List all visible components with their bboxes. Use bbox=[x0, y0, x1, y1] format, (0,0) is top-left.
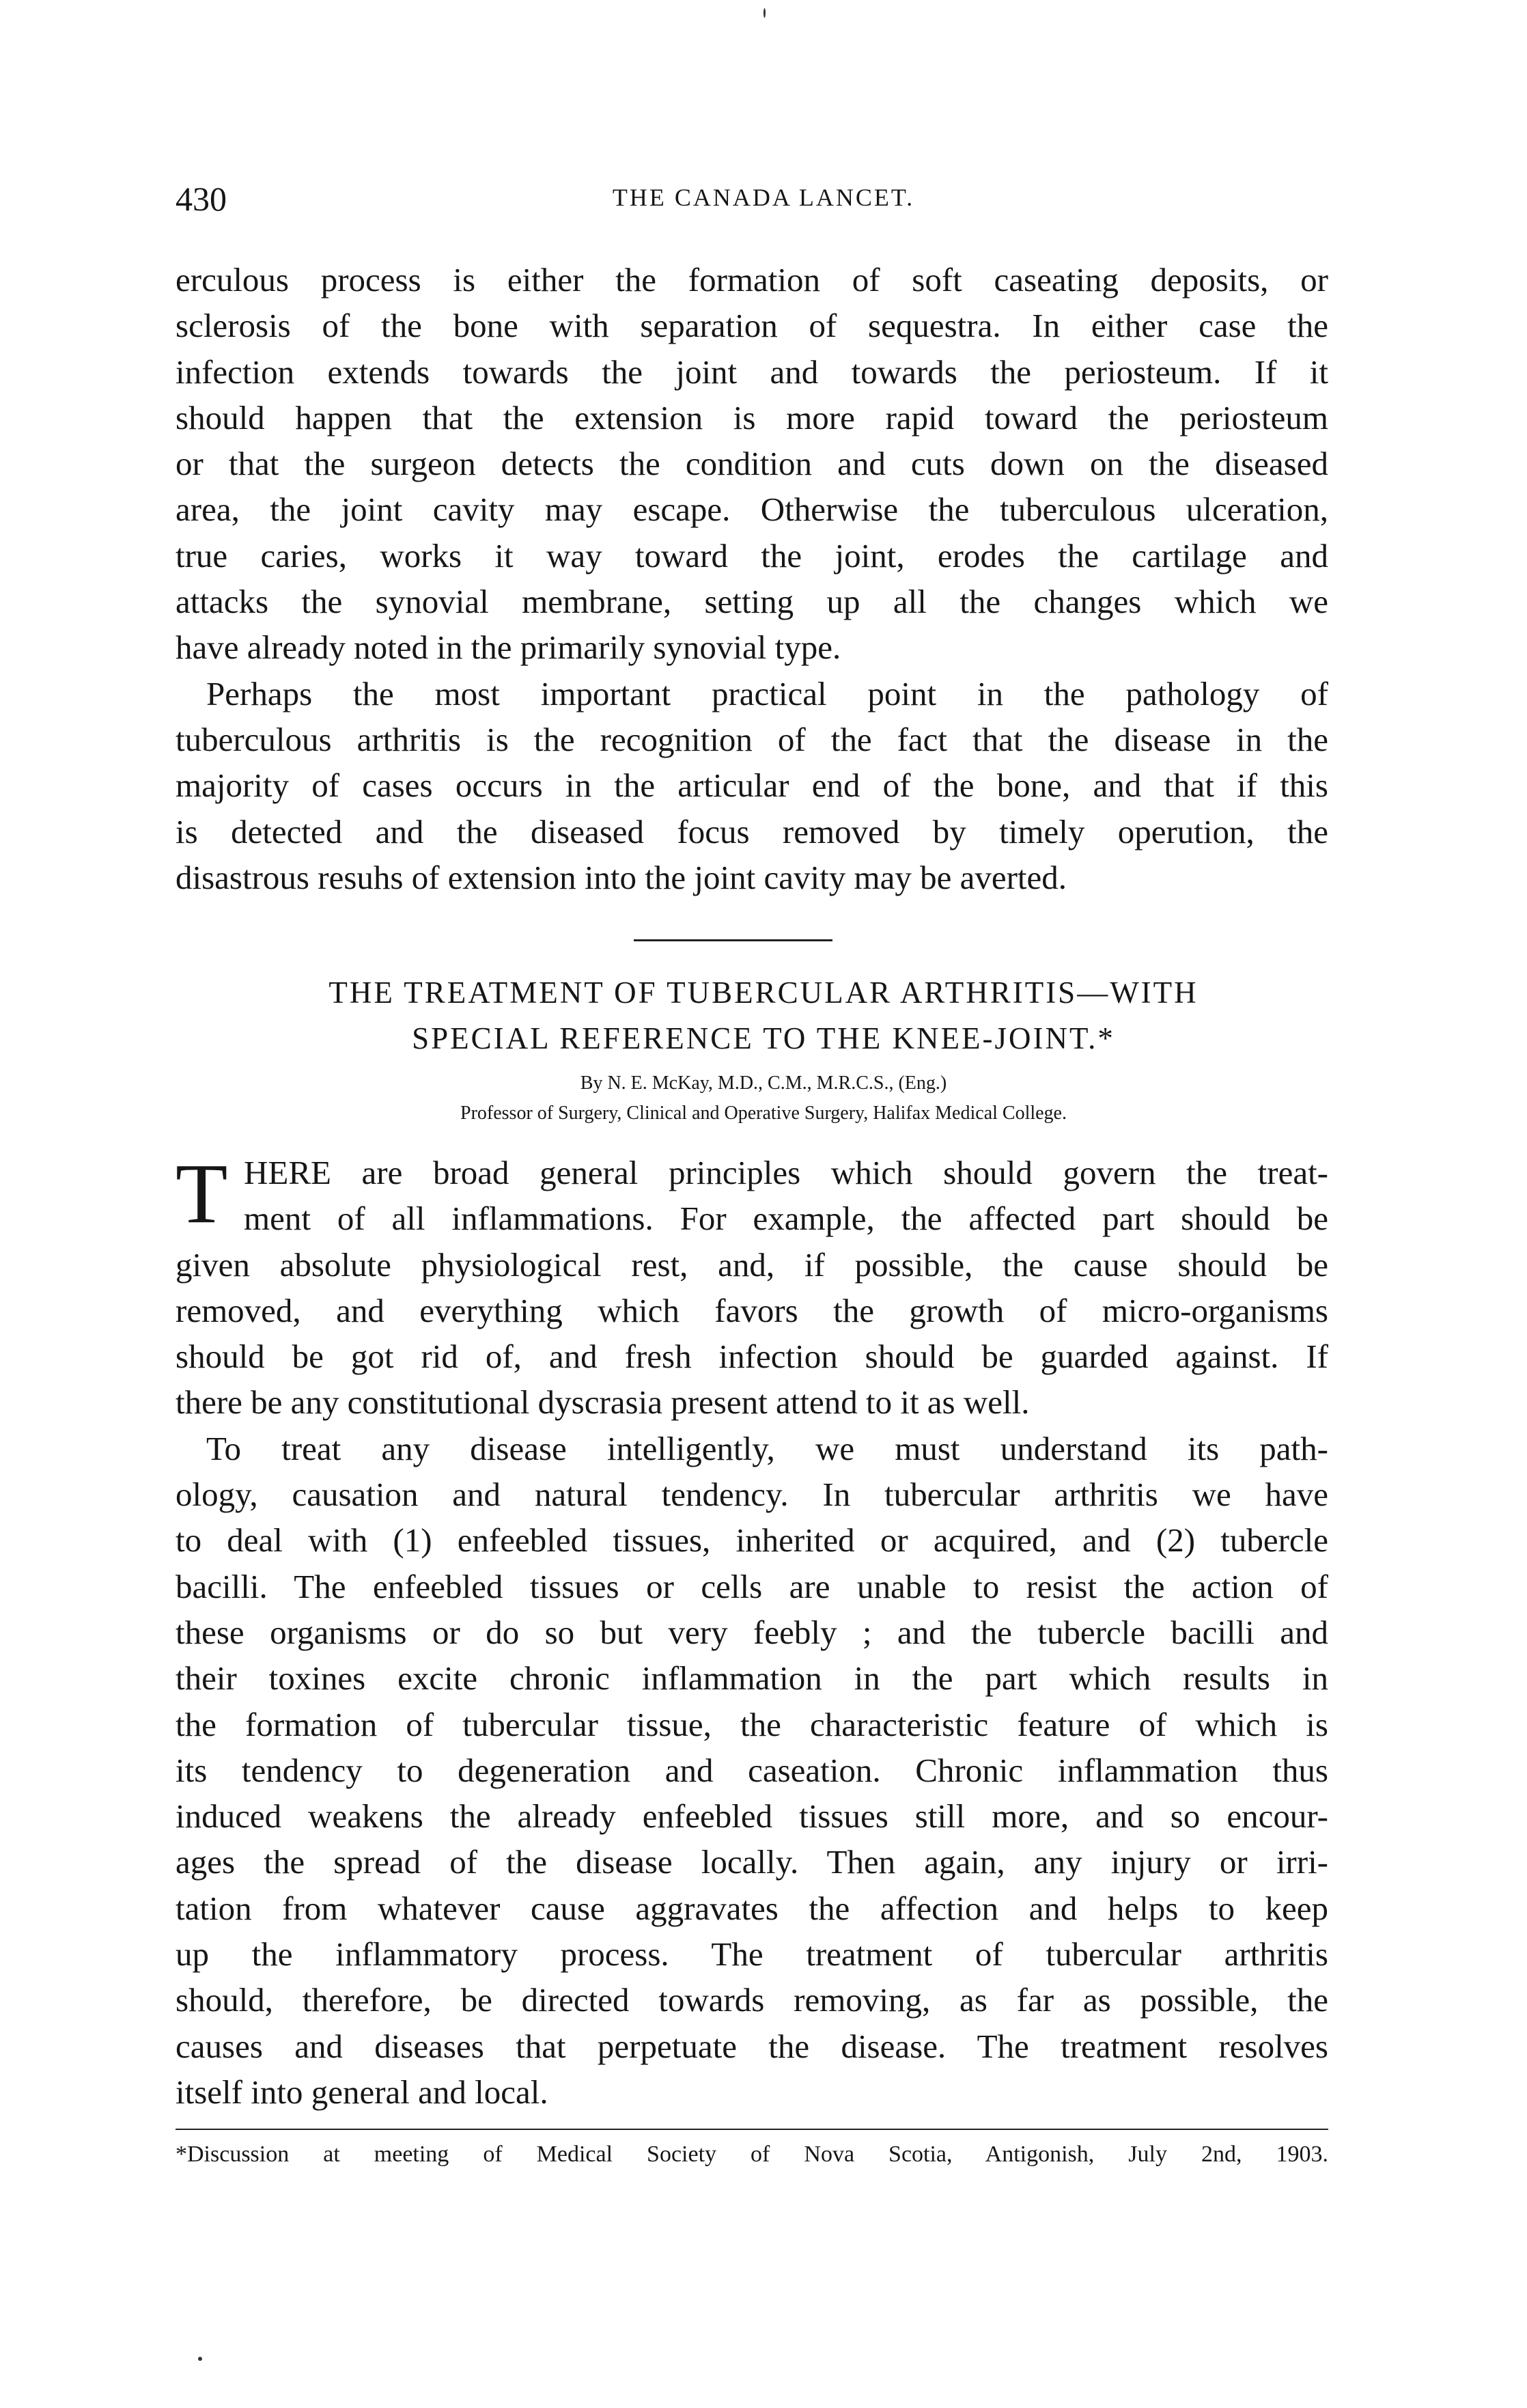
text-line: HERE are broad general principles which should govern the treat- bbox=[244, 1154, 1328, 1191]
text-line: causes and diseases that perpetuate the disease. The treatment resolves bbox=[176, 2027, 1328, 2065]
drop-cap: T bbox=[176, 1147, 228, 1241]
text-line: ages the spread of the disease locally. Then again, any injury or irri- bbox=[176, 1843, 1328, 1881]
text-line: bacilli. The enfeebled tissues or cells are unable to resist the action of bbox=[176, 1567, 1328, 1605]
page-number: 430 bbox=[176, 180, 227, 218]
text-line: should happen that the extension is more rapid toward the periosteum bbox=[176, 398, 1328, 437]
text-line: tuberculous arthritis is the recognition of the fact that the disease in the bbox=[176, 720, 1328, 758]
scan-mark bbox=[198, 2357, 202, 2361]
text-line: there be any constitutional dyscrasia present attend to it as well. bbox=[176, 1383, 1030, 1422]
text-line: To treat any disease intelligently, we must understand its path- bbox=[206, 1429, 1328, 1467]
text-line: tation from whatever cause aggravates the affection and helps to keep bbox=[176, 1889, 1328, 1927]
scan-mark bbox=[764, 8, 766, 18]
text-line: ment of all inflammations. For example, the affected part should be bbox=[244, 1200, 1328, 1238]
text-line: should, therefore, be directed towards removing, as far as possible, the bbox=[176, 1981, 1328, 2019]
text-line: ology, causation and natural tendency. In tubercular arthritis we have bbox=[176, 1476, 1328, 1514]
text-line: infection extends towards the joint and towards the periosteum. If it bbox=[176, 352, 1328, 391]
text-line: these organisms or do so but very feebly ; and the tubercle bacilli and bbox=[176, 1613, 1328, 1651]
text-line: Perhaps the most important practical point in the pathology of bbox=[206, 674, 1328, 712]
text-line: have already noted in the primarily synovial type. bbox=[176, 628, 841, 667]
text-line: induced weakens the already enfeebled tissues still more, and so encour- bbox=[176, 1797, 1328, 1836]
text-line: is detected and the diseased focus removed by timely operution, the bbox=[176, 812, 1328, 850]
text-line: sclerosis of the bone with separation of sequestra. In either case the bbox=[176, 307, 1328, 345]
text-line: attacks the synovial membrane, setting up all the changes which we bbox=[176, 583, 1328, 621]
text-line: its tendency to degeneration and caseation. Chronic inflammation thus bbox=[176, 1751, 1328, 1789]
article-title-line: SPECIAL REFERENCE TO THE KNEE-JOINT.* bbox=[412, 1021, 1115, 1055]
text-line: to deal with (1) enfeebled tissues, inherited or acquired, and (2) tubercle bbox=[176, 1521, 1328, 1560]
text-line: disastrous resuhs of extension into the joint cavity may be averted. bbox=[176, 858, 1067, 896]
running-title: THE CANADA LANCET. bbox=[612, 184, 915, 211]
text-line: removed, and everything which favors the growth of micro-organisms bbox=[176, 1291, 1328, 1329]
byline: By N. E. McKay, M.D., C.M., M.R.C.S., (Eng.) bbox=[580, 1072, 947, 1094]
article-body bbox=[176, 1147, 1328, 2115]
text-line: up the inflammatory process. The treatment of tubercular arthritis bbox=[176, 1935, 1328, 1974]
text-line: the formation of tubercular tissue, the characteristic feature of which is bbox=[176, 1705, 1328, 1743]
footnote: *Discussion at meeting of Medical Society of Nova Scotia, Antigonish, July 2nd, 1903. bbox=[176, 2142, 1328, 2167]
article-title-line: THE TREATMENT OF TUBERCULAR ARTHRITIS—WITH bbox=[328, 975, 1199, 1010]
author-affiliation: Professor of Surgery, Clinical and Operative Surgery, Halifax Medical College. bbox=[460, 1103, 1067, 1124]
text-line: itself into general and local. bbox=[176, 2073, 548, 2111]
footnote-rule bbox=[176, 2129, 1328, 2130]
previous-article-text bbox=[176, 257, 1328, 900]
text-line: or that the surgeon detects the condition and cuts down on the diseased bbox=[176, 445, 1328, 483]
text-line: their toxines excite chronic inflammation in the part which results in bbox=[176, 1659, 1328, 1698]
text-line: should be got rid of, and fresh infection should be guarded against. If bbox=[176, 1338, 1328, 1376]
section-divider bbox=[634, 939, 832, 941]
text-line: area, the joint cavity may escape. Otherwise the tuberculous ulceration, bbox=[176, 490, 1328, 529]
text-line: erculous process is either the formation of soft caseating deposits, or bbox=[176, 261, 1328, 299]
text-line: given absolute physiological rest, and, if possible, the cause should be bbox=[176, 1245, 1328, 1284]
article-title bbox=[0, 970, 1527, 1062]
text-line: true caries, works it way toward the joint, erodes the cartilage and bbox=[176, 536, 1328, 575]
text-line: majority of cases occurs in the articular end of the bone, and that if this bbox=[176, 766, 1328, 805]
